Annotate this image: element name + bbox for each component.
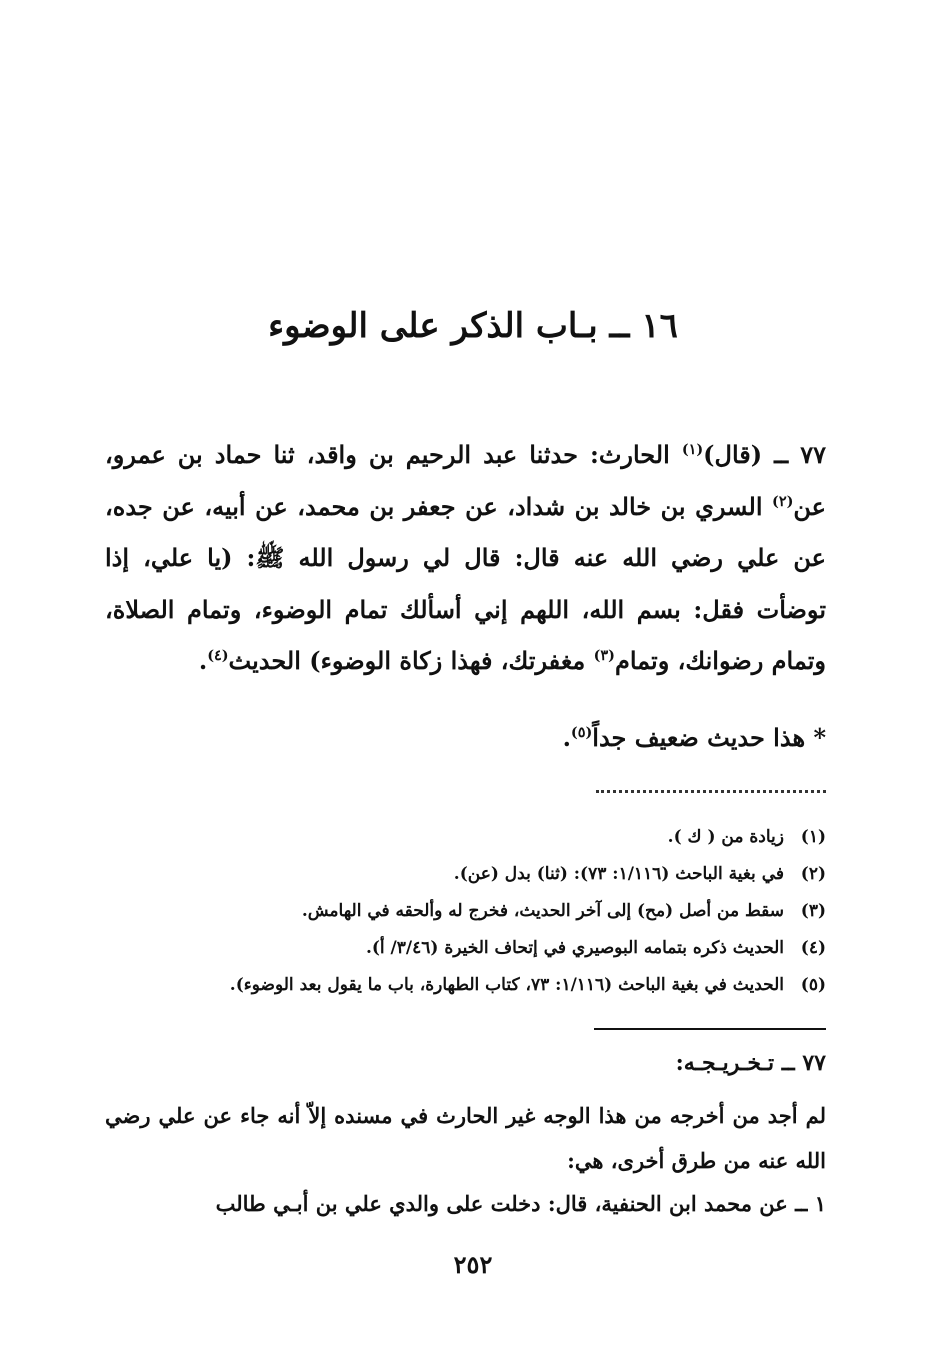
footnote-text: سقط من أصل (مح) إلى آخر الحديث، فخرج له وألحقه في الهامش. xyxy=(301,901,784,921)
footnote-2 xyxy=(105,859,826,896)
hadith-text-part-2: الحارث: حدثنا عبد الرحيم بن واقد، ثنا حماد بن عمرو، عن xyxy=(105,440,826,521)
footnote-number: (١) xyxy=(800,827,826,847)
footnote-ref-1: (١) xyxy=(681,441,704,458)
grading-end: . xyxy=(562,723,571,752)
footnote-1 xyxy=(105,822,826,859)
page-number: ٢٥٢ xyxy=(453,1250,493,1279)
hadith-text-part-4: مغفرتك، فهذا زكاة الوضوء) الحديث xyxy=(228,646,594,675)
footnote-3 xyxy=(105,896,826,933)
hadith-text-part-1: ٧٧ ــ (قال) xyxy=(703,440,826,469)
footnote-number: (٤) xyxy=(800,938,826,958)
footnote-number: (٣) xyxy=(800,901,826,921)
takhrij-item-1: ١ ــ عن محمد ابن الحنفية، قال: دخلت على والدي علي بن أبـي طالب xyxy=(215,1191,826,1216)
footnote-ref-4: (٤) xyxy=(207,647,229,664)
footnote-ref-3: (٣) xyxy=(593,647,615,664)
footnote-text: في بغية الباحث (١/١١٦: ٧٣): (ثنا) بدل (عن). xyxy=(453,864,784,884)
hadith-text xyxy=(105,429,826,687)
footnote-4 xyxy=(105,933,826,970)
footnote-5 xyxy=(105,970,826,1007)
section-divider xyxy=(594,1028,826,1030)
footnote-separator xyxy=(596,790,826,793)
footnote-ref-5: (٥) xyxy=(570,724,593,741)
footnote-text: الحديث في بغية الباحث (١/١١٦: ٧٣، كتاب الطهارة، باب ما يقول بعد الوضوء). xyxy=(229,975,784,995)
footnotes xyxy=(105,822,826,1007)
footnote-text: الحديث ذكره بتمامه البوصيري في إتحاف الخيرة (٣/٤٦/ أ). xyxy=(365,938,784,958)
grading-text: * هذا حديث ضعيف جداً xyxy=(592,723,826,752)
footnote-text: زيادة من ( ك ). xyxy=(667,827,784,847)
footnote-ref-2: (٢) xyxy=(772,492,794,510)
hadith-text-part-3: السري بن خالد بن شداد، عن جعفر بن محمد، عن أبيه، عن جده، عن علي رضي الله عنه قال: قال لي رسول الله ﷺ: (يا علي، إذا توضأت فقل: بسم الله، اللهم إني أسألك تمام الوضوء، وتمام الصلاة، وتمام رضوانك، وتمام xyxy=(105,491,826,675)
takhrij-heading: ٧٧ ــ تـخـريـجـه: xyxy=(675,1050,826,1076)
hadith-grading xyxy=(563,723,826,752)
footnote-number: (٥) xyxy=(800,975,826,995)
footnote-number: (٢) xyxy=(800,864,826,884)
hadith-text-part-5: . xyxy=(198,646,208,675)
takhrij-intro: لم أجد من أخرجه من هذا الوجه غير الحارث في مسنده إلاّ أنه جاء عن علي رضي الله عنه من طرق أخرى، هي: xyxy=(105,1103,826,1173)
chapter-title: ١٦ ــ بـاب الذكر على الوضوء xyxy=(268,306,678,346)
